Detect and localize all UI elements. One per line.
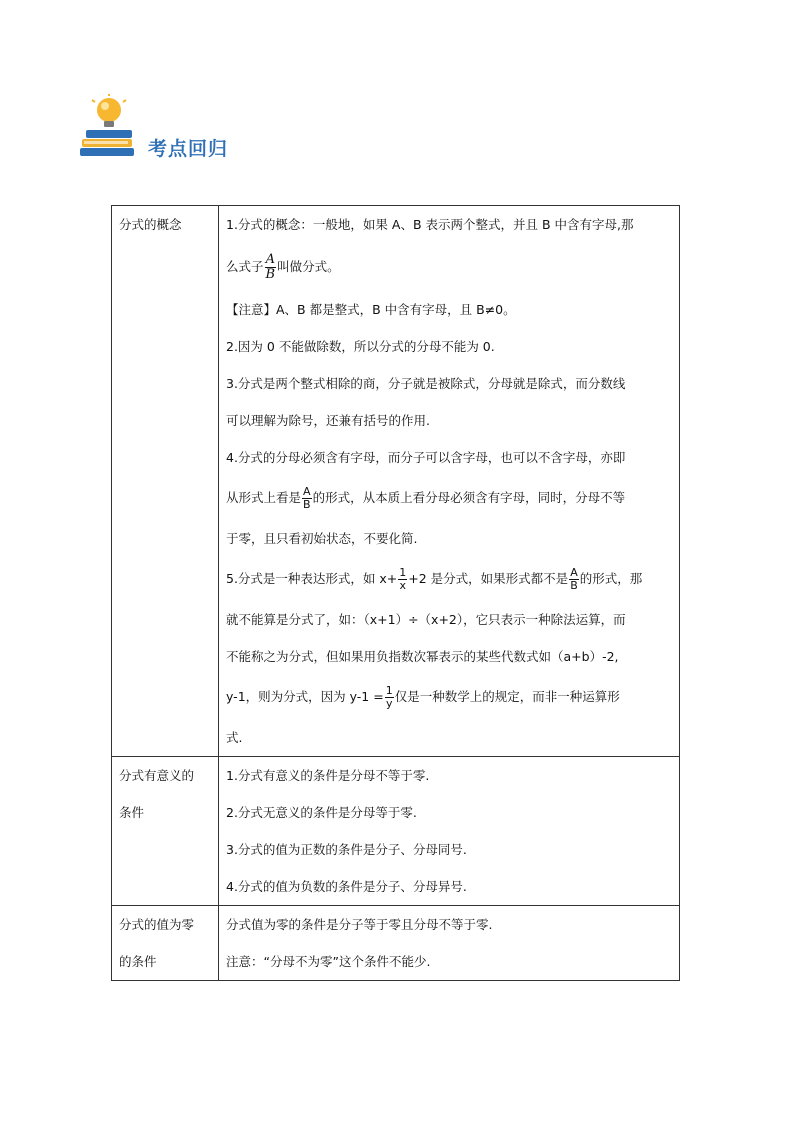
text-span: 叫做分式。 (277, 259, 340, 274)
table-row (112, 206, 680, 757)
fraction-numerator: 1 (399, 565, 407, 579)
fraction-numerator: A (303, 484, 311, 498)
row-label-cell (112, 757, 219, 906)
fraction-denominator: B (265, 267, 276, 282)
text-line: 可以理解为除号，还兼有括号的作用. (226, 413, 430, 428)
row-label: 条件 (119, 805, 145, 820)
text-span: 的形式，从本质上看分母必须含有字母，同时，分母不等 (312, 490, 626, 505)
fraction-denominator: B (570, 579, 578, 592)
table-row (112, 906, 680, 981)
fraction-denominator: x (399, 579, 407, 592)
row-label-cell (112, 206, 219, 757)
text-line-with-fraction (226, 557, 675, 601)
text-line-with-fraction (226, 476, 675, 520)
text-line: 3.分式的值为正数的条件是分子、分母同号. (226, 842, 467, 857)
text-line: 就不能算是分式了，如：（x+1）÷（x+2），它只表示一种除法运算，而 (226, 612, 626, 627)
text-span: y-1，则为分式，因为 y-1 = (226, 689, 384, 704)
text-line: 式. (226, 730, 243, 745)
text-line: 注意：“分母不为零”这个条件不能少. (226, 954, 431, 969)
text-line: 不能称之为分式，但如果用负指数次幂表示的某些代数式如（a+b）-2, (226, 649, 619, 664)
text-line: 2.分式无意义的条件是分母等于零. (226, 805, 417, 820)
row-content-cell (219, 757, 680, 906)
fraction (302, 486, 312, 511)
row-label: 分式的值为零 (119, 917, 195, 932)
fraction (398, 567, 407, 592)
text-line: 1.分式的概念：一般地，如果 A、B 表示两个整式，并且 B 中含有字母,那 (226, 217, 634, 232)
fraction-numerator: A (570, 565, 578, 579)
text-span: 仅是一种数学上的规定，而非一种运算形 (394, 689, 620, 704)
fraction-numerator: 1 (385, 683, 393, 697)
text-line: 于零，且只看初始状态，不要化简. (226, 531, 418, 546)
row-label-cell (112, 906, 219, 981)
row-label: 分式的概念 (119, 217, 182, 232)
fraction (569, 567, 579, 592)
fraction (385, 685, 394, 710)
fraction-denominator: y (385, 697, 393, 710)
fraction-denominator: B (303, 498, 311, 511)
knowledge-table (111, 205, 680, 981)
fraction-numerator: A (265, 251, 275, 267)
text-span: 么式子 (226, 259, 264, 274)
lightbulb-books-icon (78, 94, 140, 160)
text-line: 【注意】A、B 都是整式，B 中含有字母，且 B≠0。 (226, 302, 516, 317)
text-span: +2 是分式，如果形式都不是 (408, 571, 569, 586)
text-line: 4.分式的值为负数的条件是分子、分母异号. (226, 879, 467, 894)
text-span: 的形式，那 (579, 571, 643, 586)
row-content-cell (219, 206, 680, 757)
text-span: 5.分式是一种表达形式，如 x+ (226, 571, 398, 586)
row-label: 分式有意义的 (119, 768, 195, 783)
section-title: 考点回归 (148, 138, 229, 160)
text-line-with-fraction (226, 243, 675, 291)
text-line: 1.分式有意义的条件是分母不等于零. (226, 768, 430, 783)
table-row (112, 757, 680, 906)
text-line-with-fraction (226, 675, 675, 719)
row-label: 的条件 (119, 954, 157, 969)
text-line: 分式值为零的条件是分子等于零且分母不等于零. (226, 917, 493, 932)
text-line: 2.因为 0 不能做除数，所以分式的分母不能为 0. (226, 339, 495, 354)
text-line: 4.分式的分母必须含有字母，而分子可以含字母，也可以不含字母，亦即 (226, 450, 626, 465)
text-line: 3.分式是两个整式相除的商，分子就是被除式，分母就是除式，而分数线 (226, 376, 626, 391)
fraction (265, 253, 277, 283)
row-content-cell (219, 906, 680, 981)
text-span: 从形式上看是 (226, 490, 302, 505)
